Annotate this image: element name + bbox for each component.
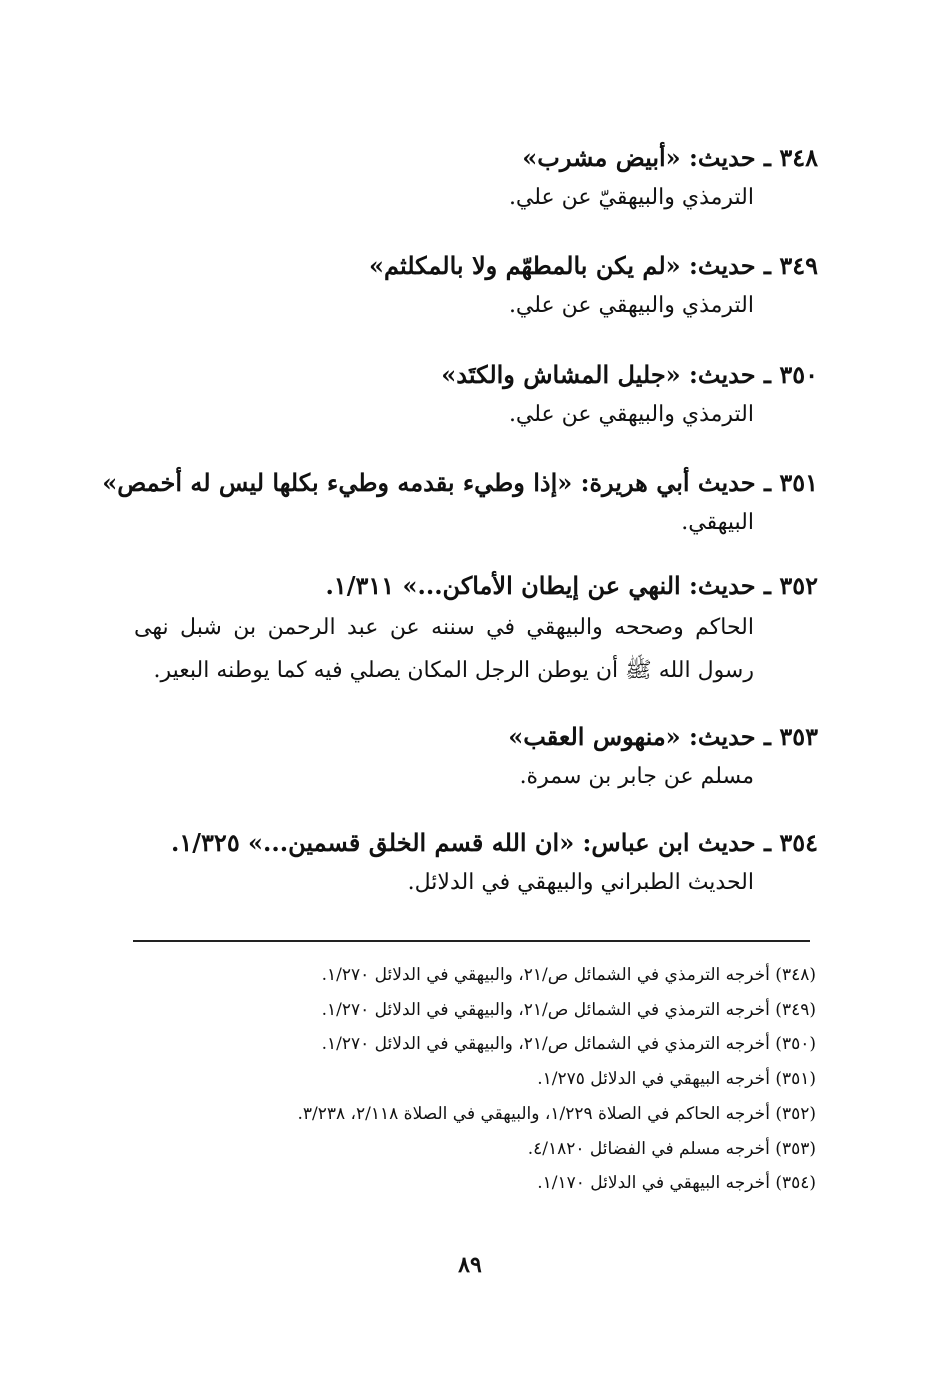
footnote: (٣٥١) أخرجه البيهقي في الدلائل ١/٢٧٥. — [537, 1069, 816, 1090]
hadith-heading: ٣٥٣ ـ حديث: «منهوس العقب» — [508, 722, 818, 751]
footnote: (٣٤٨) أخرجه الترمذي في الشمائل ص/٢١، والبيهقي في الدلائل ١/٢٧٠. — [321, 965, 816, 985]
hadith-source: الترمذي والبيهقي عن علي. — [508, 293, 754, 318]
hadith-heading: ٣٥٠ ـ حديث: «جليل المشاش والكتَد» — [441, 360, 818, 389]
hadith-heading: ٣٥٤ ـ حديث ابن عباس: «ان الله قسم الخلق قسمين...» ١/٣٢٥. — [171, 828, 818, 857]
footnote: (٣٥٤) أخرجه البيهقي في الدلائل ١/١٧٠. — [537, 1173, 816, 1194]
hadith-entry-354 — [118, 823, 818, 903]
hadith-source: الترمذي والبيهقيّ عن علي. — [508, 185, 754, 210]
hadith-heading: ٣٤٩ ـ حديث: «لم يكن بالمطهّم ولا بالمكلثم» — [369, 251, 818, 280]
hadith-source: البيهقي. — [681, 510, 754, 535]
footnote: (٣٥٢) أخرجه الحاكم في الصلاة ١/٢٢٩، والبيهقي في الصلاة ٢/١١٨، ٣/٢٣٨. — [297, 1103, 816, 1124]
hadith-entry-350 — [118, 355, 818, 435]
footnote: (٣٥٣) أخرجه مسلم في الفضائل ٤/١٨٢٠. — [527, 1138, 816, 1159]
hadith-heading: ٣٥١ ـ حديث أبي هريرة: «إذا وطيء بقدمه وطيء بكلها ليس له أخمص» — [102, 468, 818, 497]
hadith-source: الحديث الطبراني والبيهقي في الدلائل. — [407, 870, 754, 895]
footnote: (٣٥٠) أخرجه الترمذي في الشمائل ص/٢١، والبيهقي في الدلائل ١/٢٧٠. — [321, 1034, 816, 1055]
hadith-source: مسلم عن جابر بن سمرة. — [519, 764, 754, 789]
hadith-entry-352 — [118, 566, 818, 692]
hadith-entry-351 — [102, 463, 818, 543]
hadith-source: الحاكم وصححه والبيهقي في سننه عن عبد الرحمن بن شبل نهى رسول الله ﷺ أن يوطن الرجل المكان يصلي فيه كما يوطنه البعير. — [134, 615, 754, 683]
hadith-entry-353 — [118, 717, 818, 797]
hadith-heading: ٣٤٨ ـ حديث: «أبيض مشرب» — [522, 143, 818, 172]
hadith-entry-349 — [118, 246, 818, 326]
hadith-entry-348 — [118, 138, 818, 218]
hadith-heading: ٣٥٢ ـ حديث: النهي عن إيطان الأماكن...» ١/٣١١. — [325, 571, 818, 600]
hadith-source: الترمذي والبيهقي عن علي. — [508, 402, 754, 427]
footnote: (٣٤٩) أخرجه الترمذي في الشمائل ص/٢١، والبيهقي في الدلائل ١/٢٧٠. — [321, 999, 816, 1020]
footnote-divider — [133, 940, 810, 942]
footnotes — [136, 958, 816, 1201]
page-number: ٨٩ — [458, 1252, 482, 1278]
